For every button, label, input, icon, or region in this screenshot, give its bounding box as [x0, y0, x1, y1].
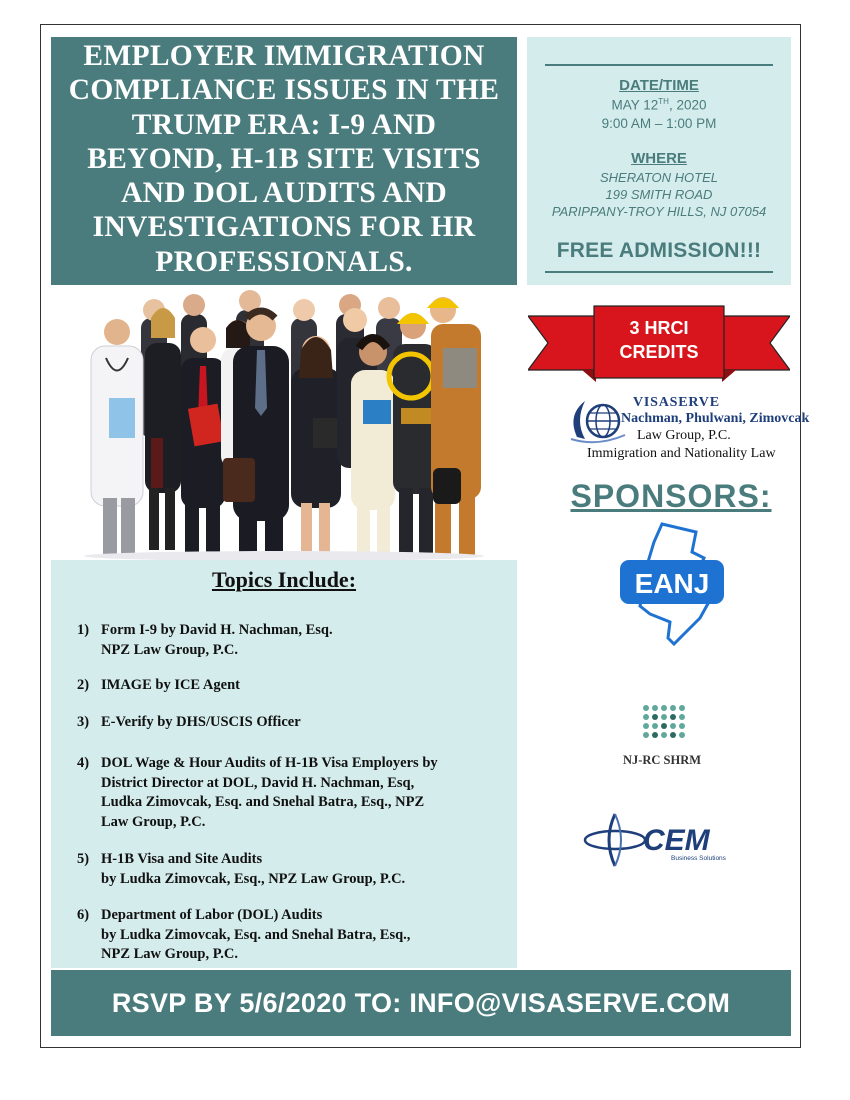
divider [545, 64, 773, 66]
venue-address-line1: 199 SMITH ROAD [605, 187, 713, 202]
nj-rc-shrm-logo [612, 700, 712, 772]
logo-firm: Law Group, P.C. [637, 428, 731, 443]
venue-name: SHERATON HOTEL [600, 170, 718, 185]
title-line: PROFESSIONALS. [155, 245, 413, 278]
dots-icon [612, 700, 712, 750]
topic-item: 3) E-Verify by DHS/USCIS Officer [77, 714, 301, 730]
event-title [51, 37, 517, 285]
venue-address-line2: PARIPPANY-TROY HILLS, NJ 07054 [551, 204, 767, 219]
title-line: BEYOND, H-1B SITE VISITS [87, 142, 481, 175]
globe-icon [567, 395, 627, 445]
topics-panel [51, 560, 517, 968]
divider [545, 271, 773, 273]
event-time: 9:00 AM – 1:00 PM [601, 116, 717, 131]
cem-logo [583, 808, 733, 868]
topic-item: 5) H-1B Visa and Site Audits by Ludka Zimovcak, Esq., NPZ Law Group, P.C. [77, 851, 406, 887]
credits-line2: CREDITS [619, 342, 699, 362]
credits-line1: 3 HRCI [629, 318, 689, 338]
sponsors-heading: SPONSORS: [570, 478, 772, 514]
topic-item: 4) DOL Wage & Hour Audits of H-1B Visa Employers by District Director at DOL, David H. Nachman, Esq, Ludka Zimovcak, Esq. and Snehal Batra, Esq., NPZ Law Group, P.C. [77, 755, 438, 830]
eanj-logo [618, 522, 728, 646]
event-info-panel [527, 37, 791, 285]
topic-item: 6) Department of Labor (DOL) Audits by Ludka Zimovcak, Esq. and Snehal Batra, Esq., NPZ Law Group, P.C. [77, 907, 411, 962]
title-line: INVESTIGATIONS FOR HR [92, 211, 476, 244]
event-date: MAY 12TH, 2020 [611, 97, 707, 113]
topics-heading: Topics Include: [211, 567, 357, 592]
date-heading: DATE/TIME [619, 77, 699, 94]
hrci-credits-ribbon [528, 304, 790, 388]
logo-name: VISASERVE [633, 395, 720, 410]
title-line: TRUMP ERA: I-9 AND [131, 108, 437, 141]
topic-item: 2) IMAGE by ICE Agent [77, 677, 240, 693]
eanj-text: EANJ [634, 568, 710, 599]
where-heading: WHERE [631, 150, 687, 167]
visaserve-logo [567, 395, 810, 467]
free-admission: FREE ADMISSION!!! [556, 239, 762, 262]
title-line: EMPLOYER IMMIGRATION [83, 40, 485, 72]
cem-subtext: Business Solutions [671, 855, 726, 862]
logo-partners: Nachman, Phulwani, Zimovcak [621, 411, 810, 426]
title-line: COMPLIANCE ISSUES IN THE [68, 74, 500, 107]
logo-tagline: Immigration and Nationality Law [587, 446, 776, 461]
topic-item: 1) Form I-9 by David H. Nachman, Esq. NPZ Law Group, P.C. [77, 622, 333, 658]
title-line: AND DOL AUDITS AND [121, 177, 447, 210]
shrm-label: NJ-RC SHRM [622, 753, 702, 767]
rsvp-banner: RSVP BY 5/6/2020 TO: INFO@VISASERVE.COM [51, 970, 791, 1036]
cem-text: CEM [643, 824, 710, 857]
professionals-group-photo [51, 288, 517, 560]
